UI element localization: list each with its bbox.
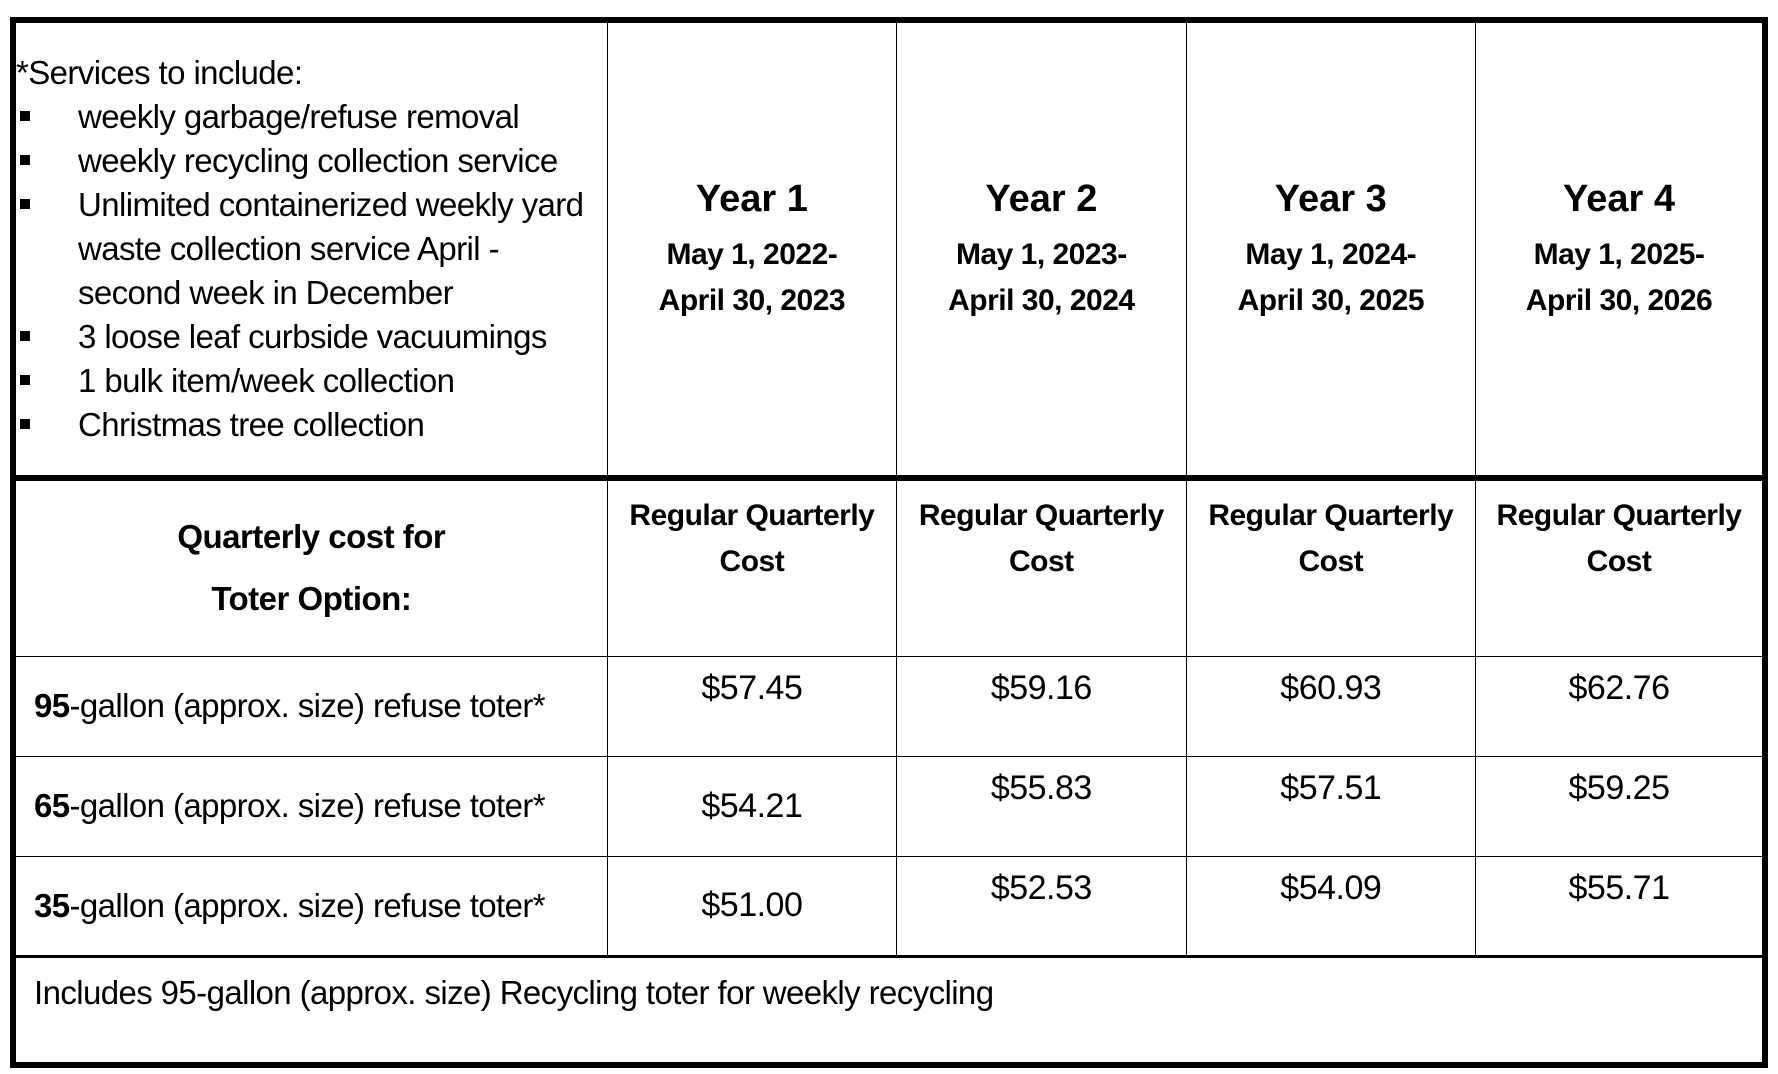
toter-label-65 [13,756,607,856]
list-item [16,315,607,359]
quarterly-cost-label [13,478,607,656]
year-1-header [607,20,896,478]
year-3-header [1186,20,1475,478]
regular-cost-header-year-2 [897,478,1186,656]
services-heading: *Services to include: [16,54,303,91]
price-cell: $54.09 [1186,856,1475,956]
service-text: weekly recycling collection service [78,142,558,179]
recycling-note: Includes 95-gallon (approx. size) Recycling toter for weekly recycling [13,956,1765,1065]
toter-desc: -gallon (approx. size) refuse toter* [69,787,545,824]
rate-sheet [10,17,1768,1062]
regular-cost-header-year-1 [607,478,896,656]
list-item [16,183,607,315]
year-title: Year 1 [695,178,808,220]
year-title: Year 3 [1274,178,1387,220]
service-text: weekly garbage/refuse removal [78,98,520,135]
quarterly-label-line1: Quarterly cost for [177,518,446,556]
toter-desc: -gallon (approx. size) refuse toter* [69,886,545,924]
footer-row [13,956,1765,1065]
year-title: Year 4 [1563,178,1675,220]
price-cell: $51.00 [607,856,896,956]
regular-cost-line1: Regular Quarterly [629,499,875,532]
regular-cost-header-year-4 [1476,478,1765,656]
price-cell: $55.71 [1476,856,1765,956]
regular-cost-line2: Cost [719,545,785,578]
toter-size: 35 [34,886,70,924]
service-text: 3 loose leaf curbside vacuumings [78,318,547,355]
services-list [16,95,607,447]
year-range-end: April 30, 2025 [1237,284,1425,317]
bullet-square-icon [20,199,30,209]
regular-cost-line1: Regular Quarterly [1496,499,1742,532]
bullet-square-icon [20,331,30,341]
price-cell: $57.51 [1186,756,1475,856]
regular-cost-line2: Cost [1298,545,1364,578]
toter-size: 95 [34,687,70,724]
price-cell: $60.93 [1186,656,1475,756]
service-text: Christmas tree collection [78,406,425,443]
bullet-square-icon [20,419,30,429]
price-cell: $57.45 [607,656,896,756]
year-range-start: May 1, 2024- [1245,238,1417,271]
list-item [16,359,607,403]
list-item [16,139,607,183]
regular-cost-line1: Regular Quarterly [1208,499,1454,532]
year-range-start: May 1, 2022- [666,238,838,271]
regular-cost-header-year-3 [1186,478,1475,656]
table-row [13,756,1765,856]
price-cell: $59.16 [897,656,1186,756]
bullet-square-icon [20,155,30,165]
toter-label-95 [13,656,607,756]
rate-table [10,17,1768,1068]
year-4-header [1476,20,1765,478]
price-cell: $62.76 [1476,656,1765,756]
service-text: Unlimited containerized weekly yard waste collection service April - second week in December [78,186,584,311]
price-cell: $55.83 [897,756,1186,856]
table-row [13,656,1765,756]
year-range-end: April 30, 2026 [1525,284,1713,317]
toter-desc: -gallon (approx. size) refuse toter* [69,687,545,724]
regular-cost-line2: Cost [1586,545,1652,578]
bullet-square-icon [20,111,30,121]
list-item [16,95,607,139]
year-range-start: May 1, 2023- [955,238,1127,271]
year-title: Year 2 [985,178,1098,220]
price-cell: $52.53 [897,856,1186,956]
list-item [16,403,607,447]
price-cell: $54.21 [607,756,896,856]
toter-size: 65 [34,787,70,824]
year-range-end: April 30, 2024 [948,284,1135,317]
subheader-row [13,478,1765,656]
regular-cost-line1: Regular Quarterly [918,499,1164,532]
toter-label-35 [13,856,607,956]
services-cell [13,20,607,478]
service-text: 1 bulk item/week collection [78,362,455,399]
bullet-square-icon [20,375,30,385]
table-row [13,856,1765,956]
regular-cost-line2: Cost [1009,545,1074,578]
header-row [13,20,1765,478]
price-cell: $59.25 [1476,756,1765,856]
year-range-end: April 30, 2023 [658,284,846,317]
quarterly-label-line2: Toter Option: [211,580,412,618]
year-2-header [897,20,1186,478]
year-range-start: May 1, 2025- [1533,238,1705,271]
